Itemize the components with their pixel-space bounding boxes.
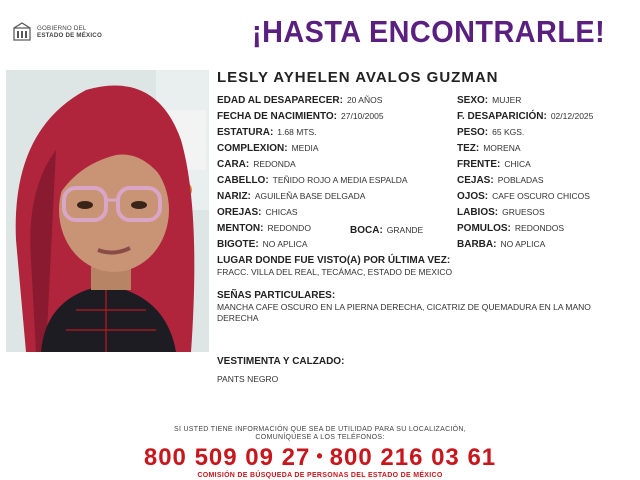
person-name: LESLY AYHELEN AVALOS GUZMAN <box>217 69 499 86</box>
field-nariz <box>217 191 365 202</box>
field-value: POBLADAS <box>497 175 544 185</box>
logo-line-2: ESTADO DE MÉXICO <box>37 32 102 39</box>
field-pomulos <box>457 223 564 234</box>
field-label: CARA: <box>217 159 250 170</box>
field-cejas <box>457 175 544 186</box>
field-value: MUJER <box>492 95 522 105</box>
phone-2: 800 216 03 61 <box>329 444 497 471</box>
field-boca <box>350 225 423 236</box>
field-label: PESO: <box>457 127 489 138</box>
field-value: MEDIA <box>291 143 319 153</box>
field-value: 65 KGS. <box>492 127 525 137</box>
field-value: REDONDOS <box>514 223 565 233</box>
field-label: FECHA DE NACIMIENTO: <box>217 111 337 122</box>
field-value: GRUESOS <box>502 207 545 217</box>
field-label: BIGOTE: <box>217 239 259 250</box>
field-nacimiento <box>217 111 384 122</box>
coat-of-arms-icon <box>12 22 32 42</box>
field-value: NO APLICA <box>500 239 546 249</box>
field-cabello <box>217 175 408 186</box>
field-value: GRANDE <box>386 225 424 235</box>
field-bigote <box>217 239 308 250</box>
lugar-label: LUGAR DONDE FUE VISTO(A) POR ÚLTIMA VEZ: <box>217 255 451 266</box>
field-desaparicion <box>457 111 593 122</box>
field-value: AGUILEÑA BASE DELGADA <box>254 191 366 201</box>
field-label: F. DESAPARICIÓN: <box>457 111 547 122</box>
field-label: TEZ: <box>457 143 480 154</box>
field-label: FRENTE: <box>457 159 501 170</box>
field-value: 27/10/2005 <box>341 111 384 121</box>
person-photo <box>6 70 209 352</box>
field-value: CHICAS <box>265 207 298 217</box>
field-value: CAFE OSCURO CHICOS <box>492 191 590 201</box>
field-value: MORENA <box>483 143 521 153</box>
field-label: OJOS: <box>457 191 489 202</box>
lugar-value: FRACC. VILLA DEL REAL, TECÁMAC, ESTADO DE MEXICO <box>217 267 453 277</box>
field-value: 20 AÑOS <box>346 95 383 105</box>
field-ojos <box>457 191 590 202</box>
government-logo <box>12 22 102 42</box>
field-label: CEJAS: <box>457 175 494 186</box>
field-label: ESTATURA: <box>217 127 274 138</box>
logo-line-1: GOBIERNO DEL <box>37 25 87 32</box>
field-value: REDONDO <box>267 223 311 233</box>
field-estatura <box>217 127 317 138</box>
headline: ¡HASTA ENCONTRARLE! <box>252 14 606 49</box>
phone-separator: • <box>316 446 324 466</box>
footer-note-2: COMUNÍQUESE A LOS TELÉFONOS: <box>255 434 385 441</box>
field-tez <box>457 143 521 154</box>
field-labios <box>457 207 545 218</box>
field-cara <box>217 159 296 170</box>
field-frente <box>457 159 531 170</box>
senas-value: MANCHA CAFE OSCURO EN LA PIERNA DERECHA, CICATRIZ DE QUEMADURA EN LA MANO DERECHA <box>217 302 591 323</box>
field-edad <box>217 95 382 106</box>
field-value: 1.68 MTS. <box>277 127 317 137</box>
field-value: REDONDA <box>253 159 296 169</box>
vestimenta-value: PANTS NEGRO <box>217 374 279 384</box>
field-peso <box>457 127 524 138</box>
field-sexo <box>457 95 521 106</box>
field-menton <box>217 223 311 234</box>
field-value: 02/12/2025 <box>550 111 594 121</box>
phone-1: 800 509 09 27 <box>143 444 311 471</box>
phone-numbers <box>0 444 640 472</box>
field-label: BARBA: <box>457 239 497 250</box>
field-value: TEÑIDO ROJO A MEDIA ESPALDA <box>272 175 408 185</box>
senas-label: SEÑAS PARTICULARES: <box>217 290 336 301</box>
field-label: CABELLO: <box>217 175 269 186</box>
field-label: MENTON: <box>217 223 264 234</box>
field-label: BOCA: <box>350 225 383 236</box>
field-complexion <box>217 143 318 154</box>
commission-name: COMISIÓN DE BÚSQUEDA DE PERSONAS DEL ESTADO DE MÉXICO <box>197 472 443 479</box>
field-orejas <box>217 207 298 218</box>
field-label: NARIZ: <box>217 191 251 202</box>
field-barba <box>457 239 545 250</box>
field-label: EDAD AL DESAPARECER: <box>217 95 343 106</box>
field-label: LABIOS: <box>457 207 499 218</box>
field-label: SEXO: <box>457 95 489 106</box>
field-label: OREJAS: <box>217 207 262 218</box>
field-label: COMPLEXION: <box>217 143 288 154</box>
vestimenta-label: VESTIMENTA Y CALZADO: <box>217 356 345 367</box>
field-value: NO APLICA <box>262 239 308 249</box>
field-value: CHICA <box>504 159 531 169</box>
footer-note-1: SI USTED TIENE INFORMACIÓN QUE SEA DE UTILIDAD PARA SU LOCALIZACIÓN, <box>173 426 467 433</box>
field-label: POMULOS: <box>457 223 511 234</box>
